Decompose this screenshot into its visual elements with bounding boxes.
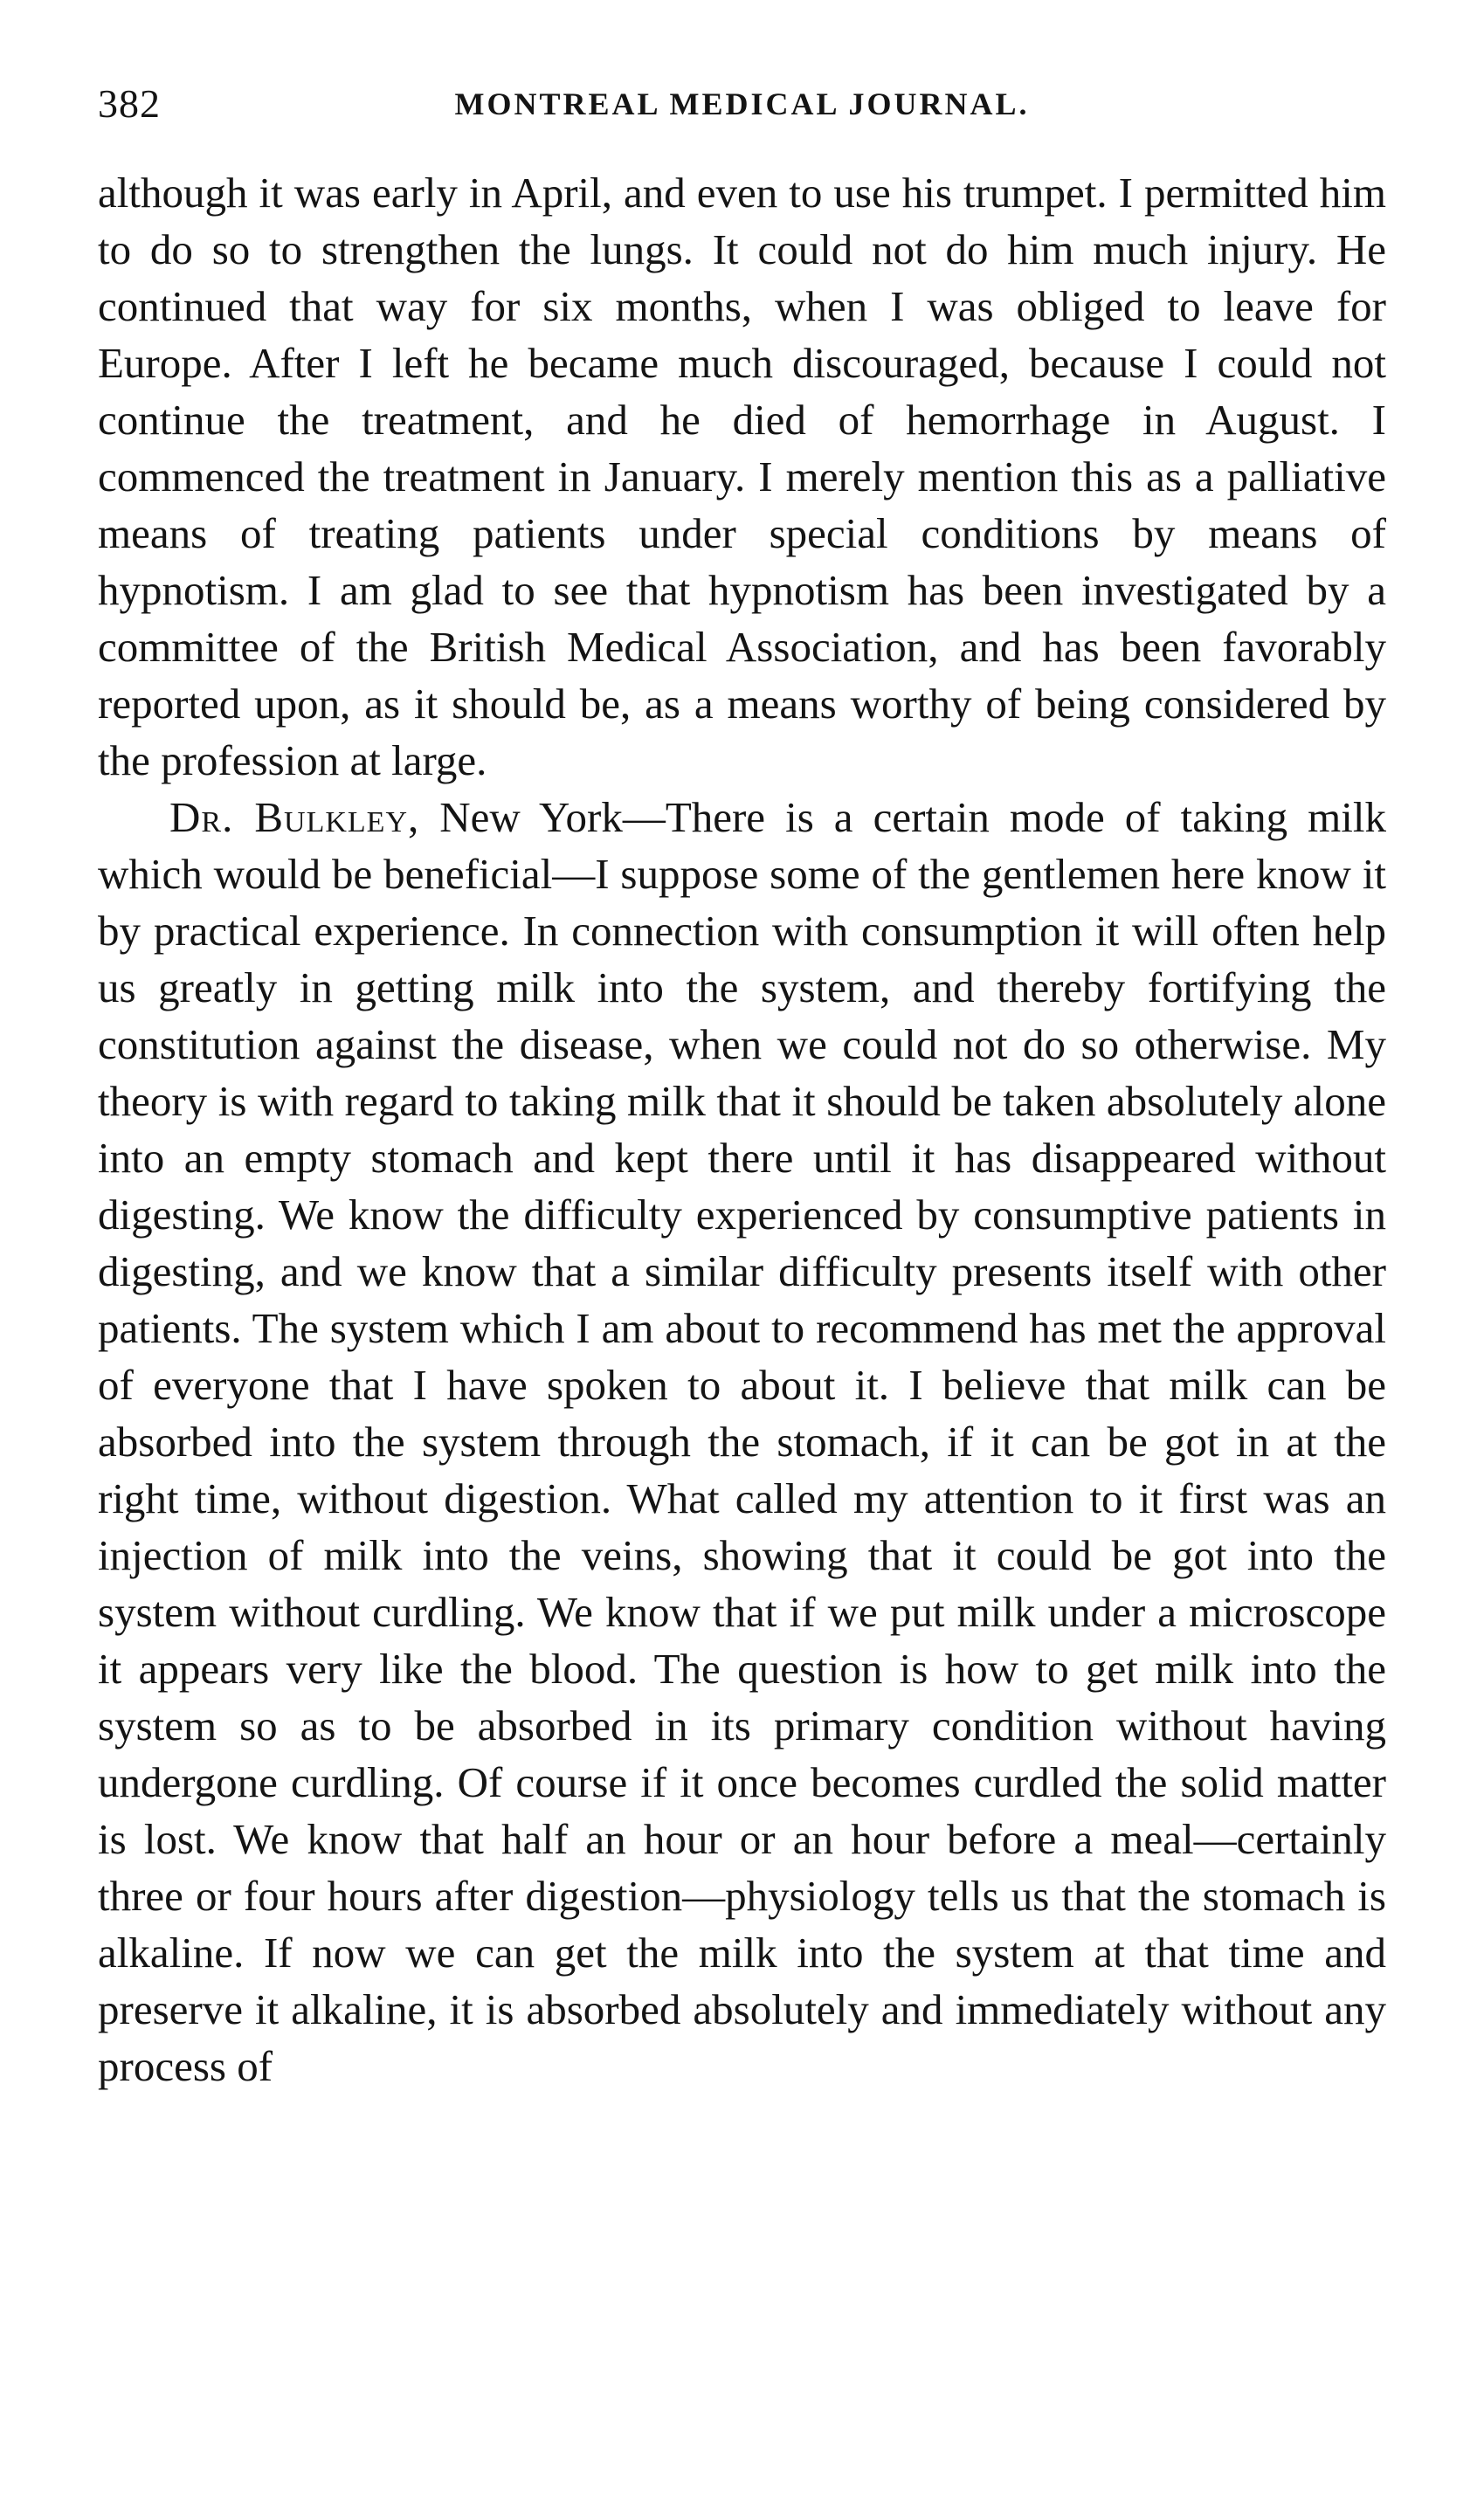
paragraph-bulkley <box>98 789 1386 2095</box>
speaker-name: Dr. Bulkley, <box>169 793 420 841</box>
running-head <box>98 80 1386 135</box>
article-body <box>98 164 1386 2095</box>
paragraph-continued <box>98 164 1386 789</box>
paragraph-text: although it was early in April, and even to use his trumpet. I permitted him to do so to strengthen the lungs. It could not do him much injury. He continued that way for six months, when I was obliged to leave for Europe. After I left he became much discouraged, because I could not continue the treatment, and he died of hemorrhage in August. I commenced the treatment in January. I merely mention this as a palliative means of treating patients under special conditions by means of hypnotism. I am glad to see that hypnotism has been investigated by a committee of the British Medical Association, and has been favorably reported upon, as it should be, as a means worthy of being considered by the profession at large. <box>98 169 1386 784</box>
journal-title: MONTREAL MEDICAL JOURNAL. <box>454 86 1030 121</box>
paragraph-text: New York—There is a certain mode of taking milk which would be beneficial—I suppose some of the gentlemen here know it by practical experience. In connection with consumption it will often help us greatly in getting milk into the system, and thereby fortifying the constitution against the disease, when we could not do so otherwise. My theory is with regard to taking milk that it should be taken absolutely alone into an empty stomach and kept there until it has disappeared without digesting. We know the difficulty experienced by consumptive patients in digesting, and we know that a similar difficulty presents itself with other patients. The system which I am about to recommend has met the approval of everyone that I have spoken to about it. I believe that milk can be absorbed into the system through the stomach, if it can be got in at the right time, without digestion. What called my attention to it first was an injection of milk into the veins, showing that it could be got into the system without curdling. We know that if we put milk under a microscope it appears very like the blood. The question is how to get milk into the system so as to be absorbed in its primary condition without having undergone curdling. Of course if it once becomes curdled the solid matter is lost. We know that half an hour or an hour before a meal—certainly three or four hours after digestion—physiology tells us that the stomach is alkaline. If now we can get the milk into the system at that time and preserve it alkaline, it is absorbed absolutely and immediately without any process of <box>98 793 1386 2090</box>
page-number: 382 <box>98 81 161 126</box>
